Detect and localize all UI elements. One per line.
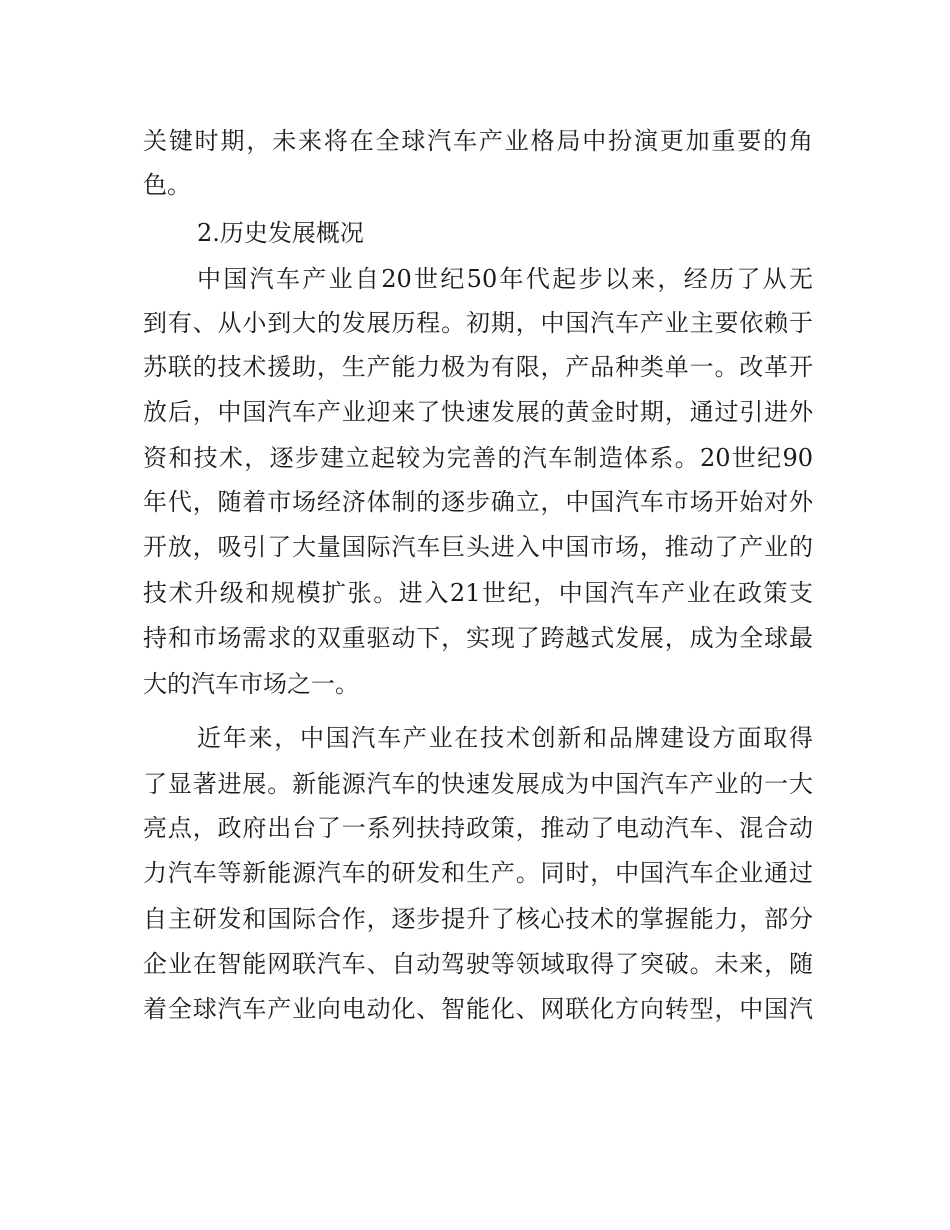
text-line: 放后，中国汽车产业迎来了快速发展的黄金时期，通过引进外	[143, 398, 813, 426]
text-line: 关键时期，未来将在全球汽车产业格局中扮演更加重要的角	[143, 127, 813, 155]
text-line: 了显著进展。新能源汽车的快速发展成为中国汽车产业的一大	[143, 770, 813, 798]
text-line: 持和市场需求的双重驱动下，实现了跨越式发展，成为全球最	[143, 624, 813, 652]
text-line: 到有、从小到大的发展历程。初期，中国汽车产业主要依赖于	[143, 309, 813, 337]
section-heading: 2.历史发展概况	[197, 219, 364, 247]
text-line: 色。	[143, 171, 191, 199]
text-line: 资和技术，逐步建立起较为完善的汽车制造体系。20世纪90	[143, 444, 813, 472]
text-line: 技术升级和规模扩张。进入21世纪，中国汽车产业在政策支	[143, 579, 813, 607]
text-line: 年代，随着市场经济体制的逐步确立，中国汽车市场开始对外	[143, 488, 813, 516]
text-line: 亮点，政府出台了一系列扶持政策，推动了电动汽车、混合动	[143, 814, 813, 842]
paragraph-first-line: 近年来，中国汽车产业在技术创新和品牌建设方面取得	[197, 724, 813, 752]
text-line: 着全球汽车产业向电动化、智能化、网联化方向转型，中国汽	[143, 995, 813, 1023]
text-line: 大的汽车市场之一。	[143, 670, 359, 698]
text-line: 开放，吸引了大量国际汽车巨头进入中国市场，推动了产业的	[143, 533, 813, 561]
text-line: 企业在智能网联汽车、自动驾驶等领域取得了突破。未来，随	[143, 950, 813, 978]
paragraph-first-line: 中国汽车产业自20世纪50年代起步以来，经历了从无	[197, 265, 813, 293]
text-line: 力汽车等新能源汽车的研发和生产。同时，中国汽车企业通过	[143, 859, 813, 887]
text-line: 苏联的技术援助，生产能力极为有限，产品种类单一。改革开	[143, 353, 813, 381]
text-line: 自主研发和国际合作，逐步提升了核心技术的掌握能力，部分	[143, 905, 813, 933]
